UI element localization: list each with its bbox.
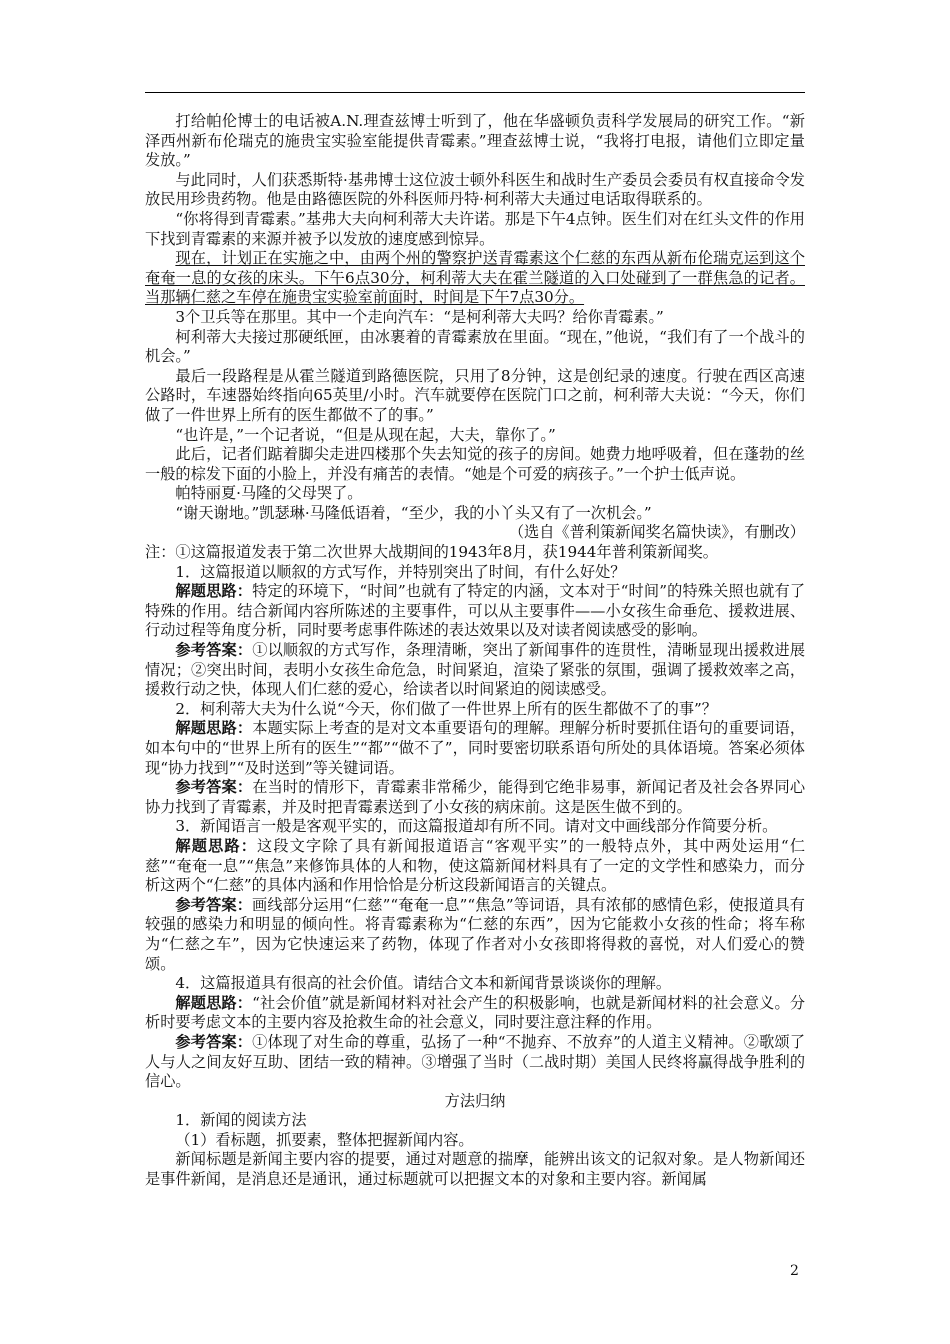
paragraph: 3个卫兵等在那里。其中一个走向汽车：“是柯利蒂大夫吗？给你青霉素。” [175,307,664,326]
thinking-label: 解题思路： [175,836,258,855]
answer-label: 参考答案： [175,778,253,797]
page-number: 2 [790,1263,799,1279]
thinking-3 [145,837,805,896]
paragraph: 柯利蒂大夫接过那硬纸匣，由冰裹着的青霉素放在里面。“现在，”他说，“我们有了一个战斗的机会。” [145,327,805,366]
thinking-text: 本题实际上考查的是对文本重要语句的理解。理解分析时要抓住语句的重要词语，如本句中的“世界上所有的医生”“都”“做不了”，同时要密切联系语句所处的具体语境。答案必须体现“协力找到”“及时送到”等关键词语。 [145,719,806,777]
thinking-text: “社会价值”就是新闻材料对社会产生的积极影响，也就是新闻材料的社会意义。分析时要考虑文本的主要内容及抢救生命的社会意义，同时要注意注释的作用。 [145,993,806,1032]
paragraph: 与此同时，人们获悉斯特·基弗博士这位波士顿外科医生和战时生产委员会委员有权直接命令发放民用珍贵药物。他是由路德医院的外科医师丹特·柯利蒂大夫通过电话取得联系的。 [145,170,805,209]
underlined-paragraph: 现在，计划正在实施之中，由两个州的警察护送青霉素这个仁慈的东西从新布伦瑞克运到这个奄奄一息的女孩的床头。下午6点30分，柯利蒂大夫在霍兰隧道的入口处碰到了一群焦急的记者。当那辆仁慈之车停在施贵宝实验室前面时，时间是下午7点30分。 [145,249,805,307]
answer-3 [145,896,805,974]
answer-text: ①以顺叙的方式写作，条理清晰，突出了新闻事件的连贯性，清晰显现出援救进展情况；②突出时间，表明小女孩生命危急，时间紧迫，渲染了紧张的氛围，强调了援救效率之高，援救行动之快，体现人们仁慈的爱心，给读者以时间紧迫的阅读感受。 [145,641,806,699]
paragraph: “谢天谢地。”凯瑟琳·马隆低语着，“至少，我的小丫头又有了一次机会。” [175,503,652,522]
footnote: 注：①这篇报道发表于第二次世界大战期间的1943年8月，获1944年普利策新闻奖。 [145,543,718,562]
section-title: 方法归纳 [444,1091,506,1110]
article-body [145,112,805,1190]
thinking-1 [145,582,805,641]
thinking-label: 解题思路： [175,582,253,601]
source-citation: （选自《普利策新闻奖名篇快读》，有删改） [508,523,805,542]
thinking-text: 这段文字除了具有新闻报道语言“客观平实”的一般特点外，其中两处运用“仁慈”“奄奄一息”“焦急”来修饰具体的人和物，使这篇新闻材料具有了一定的文学性和感染力，而分析这两个“仁慈”的具体内涵和作用恰恰是分析这段新闻语言的关键点。 [145,836,806,895]
answer-text: 画线部分运用“仁慈”“奄奄一息”“焦急”等词语，具有浓郁的感情色彩，使报道具有较强的感染力和明显的倾向性。将青霉素称为“仁慈的东西”，因为它能救小女孩的性命；将车称为“仁慈之车”，因为它快速运来了药物，体现了作者对小女孩即将得救的喜悦，对人们爱心的赞颂。 [145,895,805,973]
answer-label: 参考答案： [175,1032,253,1051]
thinking-label: 解题思路： [175,993,253,1012]
answer-label: 参考答案： [175,895,253,914]
paragraph: 打给帕伦博士的电话被A.N.理查兹博士听到了，他在华盛顿负责科学发展局的研究工作。“新泽西州新布伦瑞克的施贵宝实验室能提供青霉素。”理查兹博士说，“我将打电报，请他们立即定量发放。” [145,112,805,170]
method-paragraph: 新闻标题是新闻主要内容的提要，通过对题意的揣摩，能辨出该文的记叙对象。是人物新闻还是事件新闻，是消息还是通讯，通过标题就可以把握文本的对象和主要内容。新闻属 [145,1150,805,1189]
answer-1 [145,641,805,700]
question-3: 3．新闻语言一般是客观平实的，而这篇报道却有所不同。请对文中画线部分作简要分析。 [175,817,778,836]
question-2: 2．柯利蒂大夫为什么说“今天，你们做了一件世界上所有的医生都做不了的事”？ [175,699,717,718]
method-heading: 1．新闻的阅读方法 [175,1111,307,1130]
answer-text: ①体现了对生命的尊重，弘扬了一种“不抛弃、不放弃”的人道主义精神。②歌颂了人与人之间友好互助、团结一致的精神。③增强了当时（二战时期）美国人民终将赢得战争胜利的信心。 [145,1032,806,1091]
paragraph: “你将得到青霉素。”基弗大夫向柯利蒂大夫许诺。那是下午4点钟。医生们对在红头文件的作用下找到青霉素的来源并被予以发放的速度感到惊异。 [145,209,805,248]
thinking-4 [145,994,805,1033]
thinking-2 [145,719,805,778]
paragraph: 最后一段路程是从霍兰隧道到路德医院，只用了8分钟，这是创纪录的速度。行驶在西区高速公路时，车速器始终指向65英里/小时。汽车就要停在医院门口之前，柯利蒂大夫说：“今天，你们做了一件世界上所有的医生都做不了的事。” [145,366,805,424]
paragraph: 帕特丽夏·马隆的父母哭了。 [175,484,363,503]
thinking-label: 解题思路： [175,719,253,738]
answer-4 [145,1033,805,1092]
method-subheading: （1）看标题，抓要素，整体把握新闻内容。 [175,1130,474,1149]
paragraph: “也许是，”一个记者说，“但是从现在起，大夫，靠你了。” [175,425,556,444]
question-4: 4．这篇报道具有很高的社会价值。请结合文本和新闻背景谈谈你的理解。 [175,974,672,993]
thinking-text: 特定的环境下，“时间”也就有了特定的内涵，文本对于“时间”的特殊关照也就有了特殊的作用。结合新闻内容所陈述的主要事件，可以从主要事件——小女孩生命垂危、援救进展、行动过程等角度分析，同时要考虑事件陈述的表达效果以及对读者阅读感受的影响。 [145,582,806,640]
answer-label: 参考答案： [175,641,253,660]
header-rule [145,92,805,93]
paragraph: 此后，记者们踮着脚尖走进四楼那个失去知觉的孩子的房间。她费力地呼吸着，但在蓬勃的丝一般的棕发下面的小脸上，并没有痛苦的表情。“她是个可爱的病孩子。”一个护士低声说。 [145,445,805,483]
question-1: 1．这篇报道以顺叙的方式写作，并特别突出了时间，有什么好处？ [175,562,626,581]
answer-2 [145,778,805,817]
answer-text: 在当时的情形下，青霉素非常稀少，能得到它绝非易事，新闻记者及社会各界同心协力找到了青霉素，并及时把青霉素送到了小女孩的病床前。这是医生做不到的。 [145,778,806,816]
